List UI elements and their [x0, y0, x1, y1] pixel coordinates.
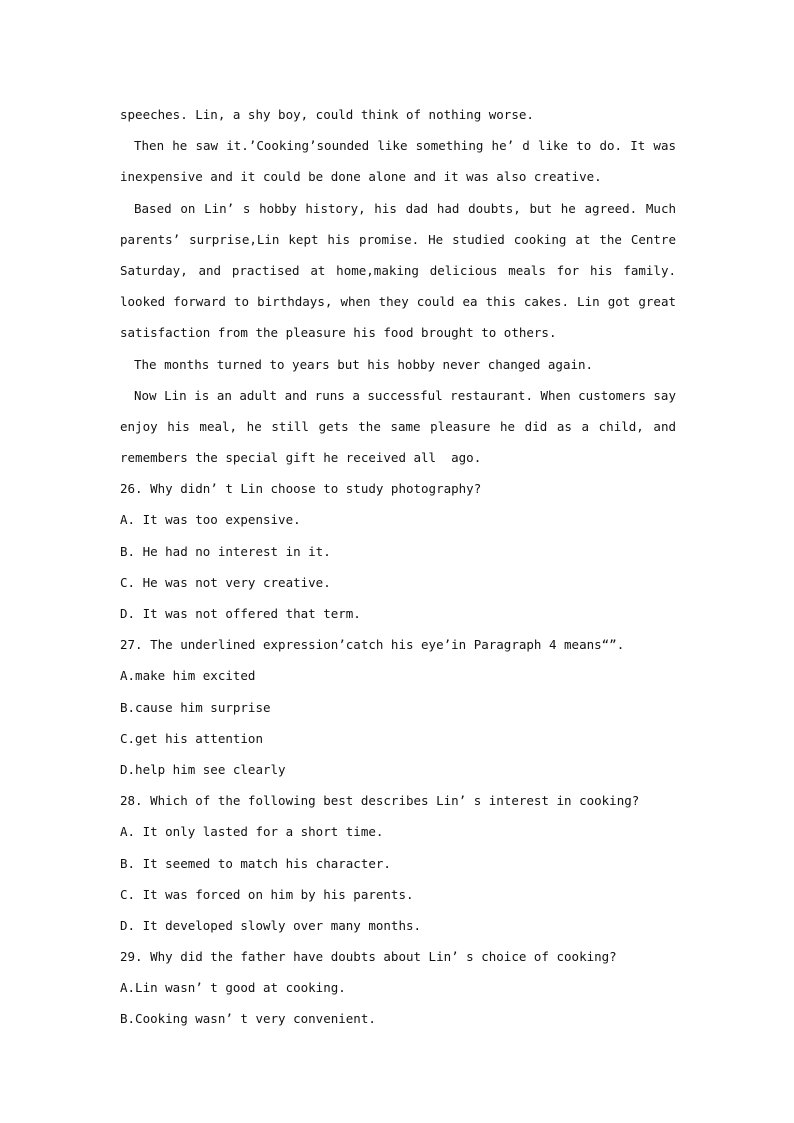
question-29-option-a: A.Lin wasn’ t good at cooking.: [120, 980, 346, 996]
question-26-option-b: B. He had no interest in it.: [120, 543, 331, 559]
passage-line: Saturday, and practised at home,making delicious meals for his family.: [120, 262, 676, 278]
passage-line: parents’ surprise,Lin kept his promise. He studied cooking at the Centre: [120, 231, 676, 247]
question-28-stem: 28. Which of the following best describes Lin’ s interest in cooking?: [120, 793, 640, 809]
question-29-option-b: B.Cooking wasn’ t very convenient.: [120, 1011, 376, 1027]
question-28-option-d: D. It developed slowly over many months.: [120, 917, 422, 933]
passage-line: looked forward to birthdays, when they could ea this cakes. Lin got great: [120, 294, 676, 310]
question-28-option-b: B. It seemed to match his character.: [120, 855, 391, 871]
question-26-option-c: C. He was not very creative.: [120, 574, 331, 590]
passage-line: enjoy his meal, he still gets the same pleasure he did as a child, and: [120, 418, 676, 434]
question-27-option-b: B.cause him surprise: [120, 699, 271, 715]
question-29-stem: 29. Why did the father have doubts about Lin’ s choice of cooking?: [120, 949, 617, 965]
question-27-option-d: D.help him see clearly: [120, 761, 286, 777]
question-28-option-a: A. It only lasted for a short time.: [120, 824, 384, 840]
question-26-option-d: D. It was not offered that term.: [120, 606, 361, 621]
document-page: [120, 99, 676, 1035]
passage-line: speeches. Lin, a shy boy, could think of nothing worse.: [120, 107, 534, 122]
question-27-option-a: A.make him excited: [120, 668, 256, 684]
question-27-option-c: C.get his attention: [120, 730, 263, 746]
question-26-option-a: A. It was too expensive.: [120, 512, 301, 528]
question-27-stem: 27. The underlined expression’catch his eye’in Paragraph 4 means“”.: [120, 637, 625, 653]
passage-line: The months turned to years but his hobby never changed again.: [134, 356, 594, 372]
passage-line: inexpensive and it could be done alone and it was also creative.: [120, 169, 602, 185]
passage-line: Now Lin is an adult and runs a successful restaurant. When customers say: [134, 387, 676, 403]
passage-line: satisfaction from the pleasure his food brought to others.: [120, 325, 557, 341]
question-26-stem: 26. Why didn’ t Lin choose to study photography?: [120, 481, 482, 497]
passage-line: Then he saw it.’Cooking’sounded like something he’ d like to do. It was: [134, 138, 676, 154]
question-28-option-c: C. It was forced on him by his parents.: [120, 886, 414, 902]
passage-line: Based on Lin’ s hobby history, his dad had doubts, but he agreed. Much: [134, 200, 676, 216]
passage-line: remembers the special gift he received all ago.: [120, 450, 482, 466]
